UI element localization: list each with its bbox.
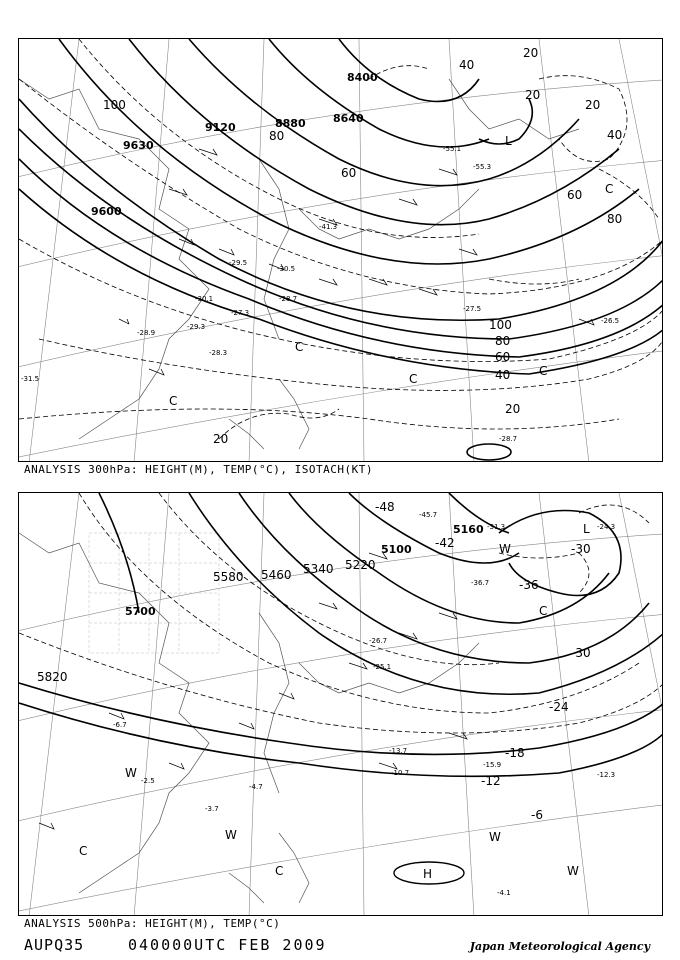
warm-center: W [225, 828, 237, 842]
cold-center: C [409, 372, 418, 386]
height-label: 9120 [205, 121, 236, 134]
temp-label: -24.3 [597, 523, 616, 531]
temp-label: -41.3 [319, 223, 338, 231]
temp-label: -4.7 [249, 783, 263, 791]
height-label: 5580 [213, 570, 244, 584]
isotach-label: 20 [213, 432, 229, 446]
temp-label: -6.7 [113, 721, 127, 729]
height-label: 8400 [347, 71, 378, 84]
temp-contour-label: -48 [375, 500, 395, 514]
temp-label: -28.3 [209, 349, 228, 357]
temp-label: -15.9 [483, 761, 502, 769]
cold-center: C [79, 844, 88, 858]
isotach-label: 40 [607, 128, 623, 142]
temp-label: -36.7 [471, 579, 490, 587]
temp-label: -45.7 [419, 511, 438, 519]
height-contours [19, 493, 663, 776]
temp-label: -4.1 [497, 889, 511, 897]
map-panel-500hpa [18, 492, 663, 916]
height-label: 5340 [303, 562, 334, 576]
isotach-label: 20 [523, 46, 539, 60]
height-label: 8880 [275, 117, 306, 130]
coastlines [19, 533, 479, 903]
low-center: L [505, 134, 512, 148]
high-center: H [423, 867, 433, 881]
isotach-label: 80 [495, 334, 511, 348]
height-label: 9600 [91, 205, 122, 218]
temp-label: -28.7 [279, 295, 298, 303]
temp-label: -30.5 [277, 265, 296, 273]
low-center: L [583, 522, 590, 536]
isotach-label: 60 [495, 350, 511, 364]
cold-center: C [295, 340, 304, 354]
temp-label: -25.1 [373, 663, 392, 671]
temp-label: -31.3 [487, 523, 506, 531]
temp-label: -10.7 [391, 769, 410, 777]
temp-contour-label: -42 [435, 536, 455, 550]
isotach-label: 40 [459, 58, 475, 72]
isotach-label: 20 [505, 402, 521, 416]
temp-contour-label: -18 [505, 746, 525, 760]
height-labels [37, 523, 484, 684]
valid-time: 040000UTC FEB 2009 [128, 936, 327, 954]
temp-contour-label: -24 [549, 700, 569, 714]
height-label: 5460 [261, 568, 292, 582]
warm-center: W [125, 766, 137, 780]
temp-label: -27.3 [231, 309, 250, 317]
isotach-label: 100 [103, 98, 126, 112]
caption-300hpa: ANALYSIS 300hPa: HEIGHT(M), TEMP(°C), ISOTACH(KT) [24, 463, 374, 476]
temperature-labels [21, 145, 619, 443]
temp-label: -28.9 [137, 329, 156, 337]
warm-center: W [499, 542, 511, 556]
height-label: 5100 [381, 543, 412, 556]
height-label: 5220 [345, 558, 376, 572]
agency-name: Japan Meteorological Agency [469, 940, 650, 953]
isotach-label: 100 [489, 318, 512, 332]
temp-label: -31.5 [21, 375, 40, 383]
isotach-label: 60 [567, 188, 583, 202]
temp-contour-label: -6 [531, 808, 543, 822]
cold-center: C [539, 604, 548, 618]
terrain-mask [89, 533, 219, 653]
temp-contour-label: -12 [481, 774, 501, 788]
temp-label: -27.5 [463, 305, 482, 313]
isotach-label: 20 [525, 88, 541, 102]
warm-center: W [489, 830, 501, 844]
temp-label: -12.3 [597, 771, 616, 779]
caption-500hpa: ANALYSIS 500hPa: HEIGHT(M), TEMP(°C) [24, 917, 281, 930]
temp-label: -30.1 [195, 295, 214, 303]
cold-center: C [169, 394, 178, 408]
temp-label: -13.7 [389, 747, 408, 755]
product-code: AUPQ35 [24, 936, 85, 954]
wind-barbs [119, 149, 594, 375]
isotach-labels [103, 46, 622, 446]
height-label: 5820 [37, 670, 68, 684]
height-label: 5700 [125, 605, 156, 618]
temp-label: -28.7 [499, 435, 518, 443]
cold-center: C [605, 182, 614, 196]
pressure-centers [79, 522, 590, 881]
temp-contour-label: -30 [571, 542, 591, 556]
map-panel-300hpa [18, 38, 663, 462]
height-labels [91, 71, 378, 218]
isotach-label: 80 [269, 129, 285, 143]
temp-label: -3.7 [205, 805, 219, 813]
map-300hpa [19, 39, 663, 462]
temp-label: -29.5 [229, 259, 248, 267]
map-500hpa [19, 493, 663, 916]
height-label: 5160 [453, 523, 484, 536]
temp-label: -26.5 [601, 317, 620, 325]
isotach-label: 60 [341, 166, 357, 180]
temp-label: -55.3 [473, 163, 492, 171]
temp-label: -2.5 [141, 777, 155, 785]
cold-center: C [275, 864, 284, 878]
isotach-label: 80 [607, 212, 623, 226]
temp-contour-label: -36 [519, 578, 539, 592]
cold-center: C [539, 364, 548, 378]
height-label: 8640 [333, 112, 364, 125]
height-label: 9630 [123, 139, 154, 152]
temp-label: -29.3 [187, 323, 206, 331]
temp-label: -55.1 [443, 145, 462, 153]
isotach-label: 40 [495, 368, 511, 382]
temp-contour-label: -30 [571, 646, 591, 660]
warm-center: W [567, 864, 579, 878]
isotach-label: 20 [585, 98, 601, 112]
temp-label: -26.7 [369, 637, 388, 645]
